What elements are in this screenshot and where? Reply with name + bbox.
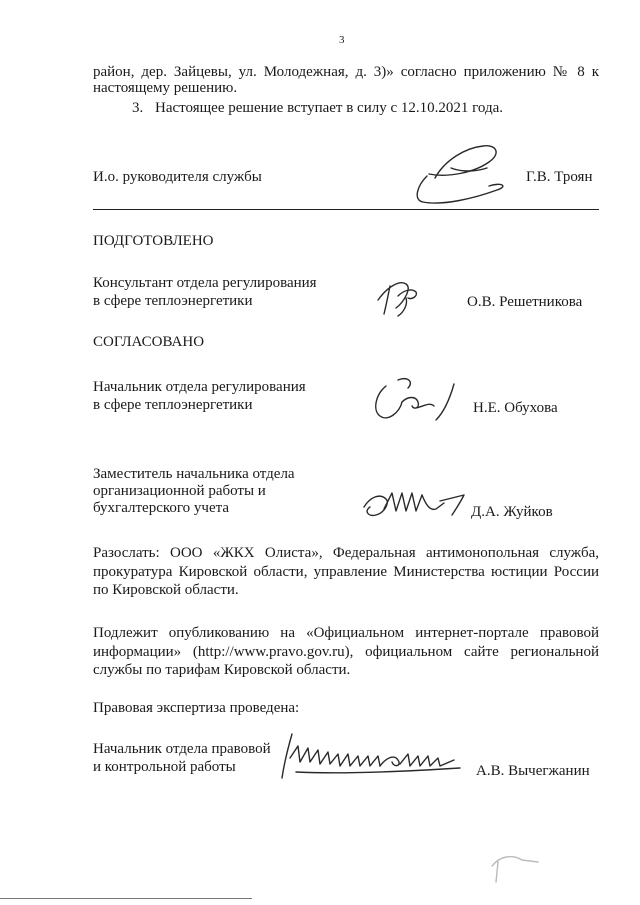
- agreed-person-1-title-line-2: в сфере теплоэнергетики: [93, 397, 253, 413]
- prepared-title-line-1: Консультант отдела регулирования: [93, 275, 317, 291]
- publication-note: Подлежит опубликованию на «Официальном интернет-портале правовой информации» (http://www.pravo.gov.ru), официальном сайте региональной службы по тарифам Кировской области.: [93, 625, 599, 678]
- corner-mark: [478, 848, 548, 888]
- prepared-signature: [370, 272, 425, 318]
- legal-review-note: Правовая экспертиза проведена:: [93, 700, 300, 716]
- intro-line-1: район, дер. Зайцевы, ул. Молодежная, д. 3)» согласно приложению № 8 к: [93, 64, 599, 80]
- head-signature: [405, 138, 515, 210]
- agreed-person-2-title-line-2: организационной работы и: [93, 483, 266, 499]
- distribution-list: Разослать: ООО «ЖКХ Олиста», Федеральная антимонопольная служба, прокуратура Кировской области, управление Министерства юстиции России по Кировской области.: [93, 545, 599, 598]
- legal-review-title-line-2: и контрольной работы: [93, 759, 236, 775]
- agreed-person-1-signature: [368, 372, 463, 424]
- agreed-person-2-signature: [360, 485, 470, 523]
- legal-review-name: А.В. Вычегжанин: [476, 763, 590, 779]
- prepared-name: О.В. Решетникова: [467, 294, 583, 310]
- prepared-heading: ПОДГОТОВЛЕНО: [93, 233, 214, 249]
- agreed-person-2-title-line-3: бухгалтерского учета: [93, 500, 230, 516]
- agreed-person-2-name: Д.А. Жуйков: [471, 504, 553, 520]
- signature-divider: [93, 209, 599, 210]
- legal-review-title-line-1: Начальник отдела правовой: [93, 741, 271, 757]
- page-number: 3: [339, 34, 345, 46]
- item-3-number: 3.: [132, 100, 144, 116]
- agreed-person-2-title-line-1: Заместитель начальника отдела: [93, 466, 295, 482]
- intro-line-2: настоящему решению.: [93, 80, 238, 96]
- agreed-person-1-name: Н.Е. Обухова: [473, 400, 558, 416]
- prepared-title-line-2: в сфере теплоэнергетики: [93, 293, 253, 309]
- head-signatory-name: Г.В. Троян: [526, 169, 593, 185]
- agreed-heading: СОГЛАСОВАНО: [93, 334, 205, 350]
- legal-review-signature: [278, 728, 468, 784]
- agreed-person-1-title-line-1: Начальник отдела регулирования: [93, 379, 306, 395]
- item-3-text: Настоящее решение вступает в силу с 12.10.2021 года.: [155, 100, 504, 116]
- bottom-edge-line: [0, 898, 252, 899]
- head-signatory-title: И.о. руководителя службы: [93, 169, 262, 185]
